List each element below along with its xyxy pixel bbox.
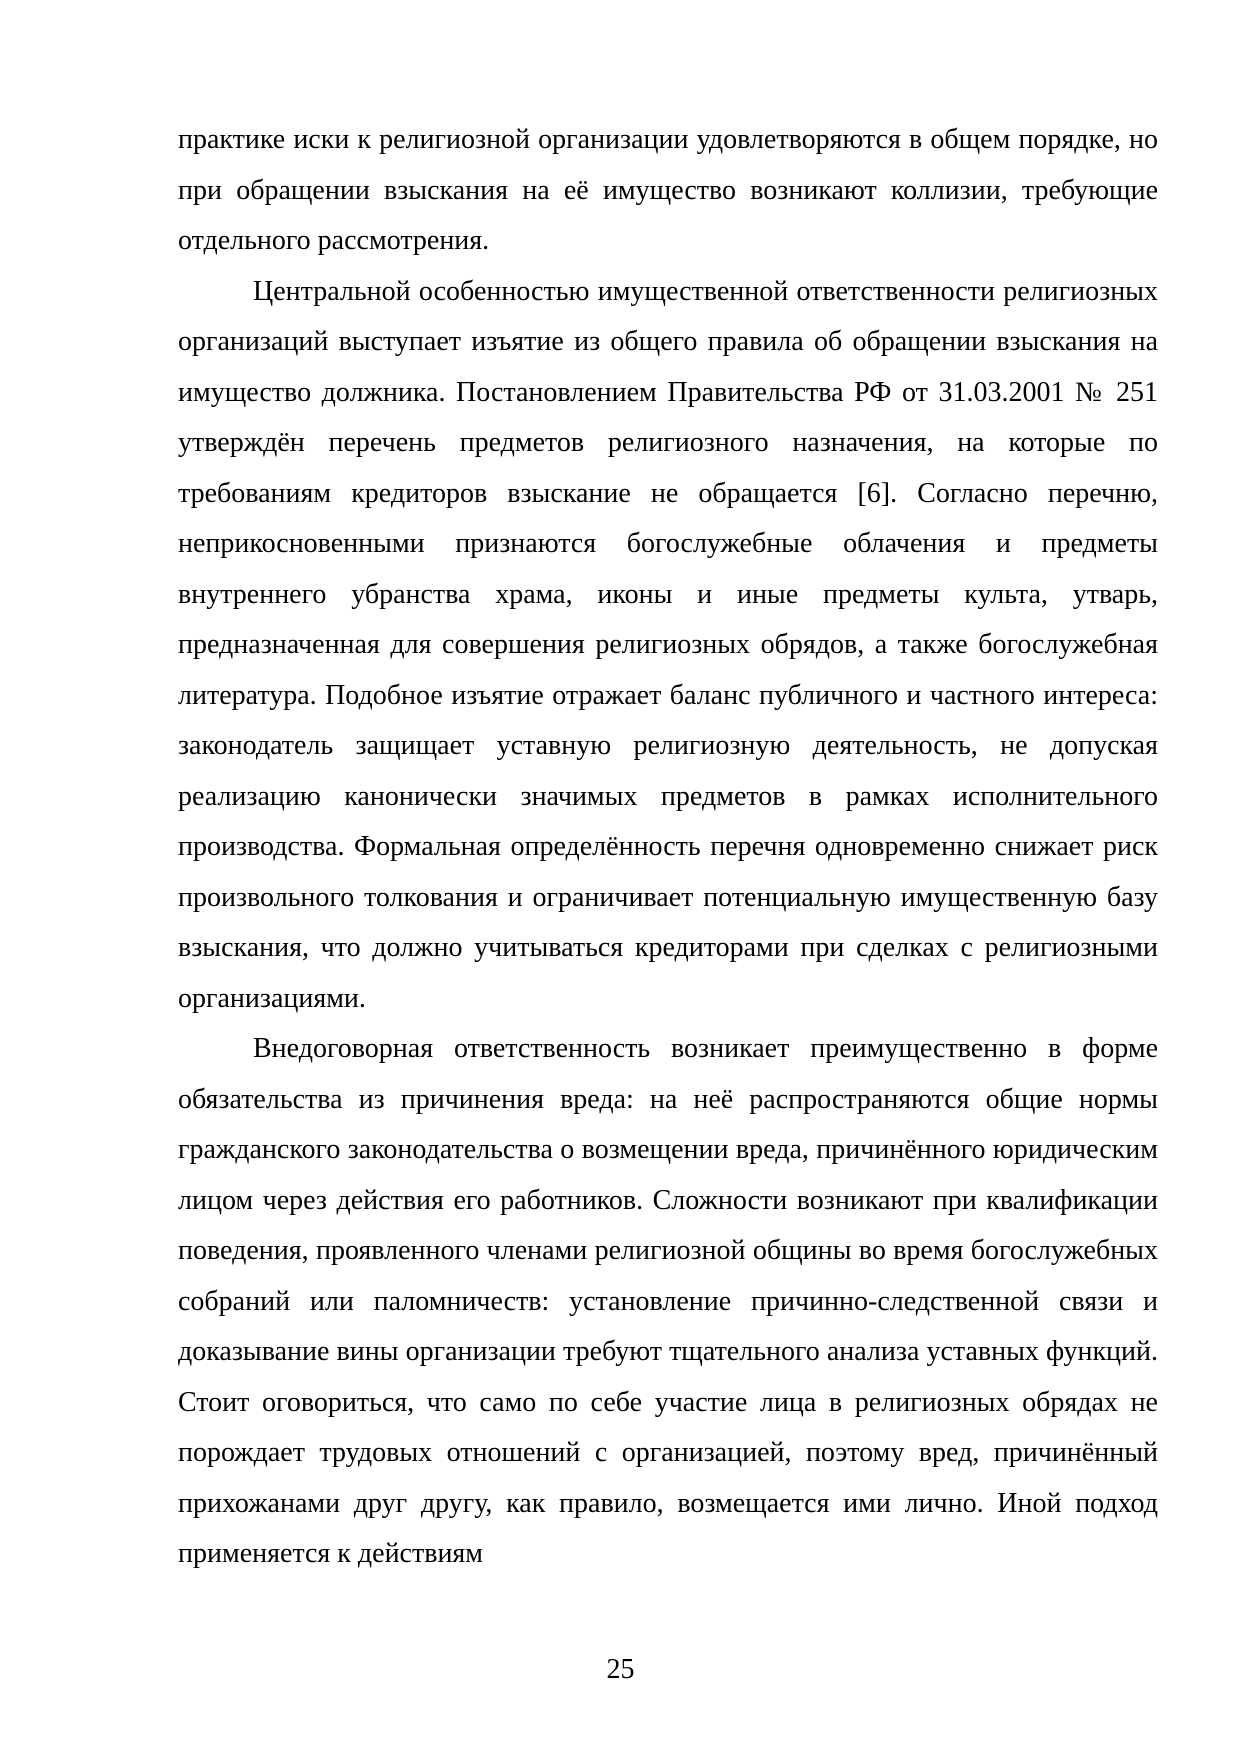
page-number: 25 [606, 1654, 635, 1685]
paragraph-continuation: практике иски к религиозной организации удовлетворяются в общем порядке, но при обращении взыскания на её имущество возникают коллизии, требующие отдельного рассмотрения. [178, 124, 1158, 256]
body-text [178, 115, 1158, 1580]
paragraph-tort-liability: Внедоговорная ответственность возникает преимущественно в форме обязательства из причинения вреда: на неё распространяются общие нормы гражданского законодательства о возмещении вреда, причинённого юридическим лицом через действия его работников. Сложности возникают при квалификации поведения, проявленного членами религиозной общины во время богослужебных собраний или паломничеств: установление причинно-следственной связи и доказывание вины организации требуют тщательного анализа уставных функций. Стоит оговориться, что само по себе участие лица в религиозных обрядах не порождает трудовых отношений с организацией, поэтому вред, причинённый прихожанами друг другу, как правило, возмещается ими лично. Иной подход применяется к действиям [178, 1033, 1158, 1569]
paragraph-property-liability: Центральной особенностью имущественной ответственности религиозных организаций выступает изъятие из общего правила об обращении взыскания на имущество должника. Постановлением Правительства РФ от 31.03.2001 № 251 утверждён перечень предметов религиозного назначения, на которые по требованиям кредиторов взыскание не обращается [6]. Согласно перечню, неприкосновенными признаются богослужебные облачения и предметы внутреннего убранства храма, иконы и иные предметы культа, утварь, предназначенная для совершения религиозных обрядов, а также богослужебная литература. Подобное изъятие отражает баланс публичного и частного интереса: законодатель защищает уставную религиозную деятельность, не допуская реализацию канонически значимых предметов в рамках исполнительного производства. Формальная определённость перечня одновременно снижает риск произвольного толкования и ограничивает потенциальную имущественную базу взыскания, что должно учитываться кредиторами при сделках с религиозными организациями. [178, 275, 1158, 1014]
